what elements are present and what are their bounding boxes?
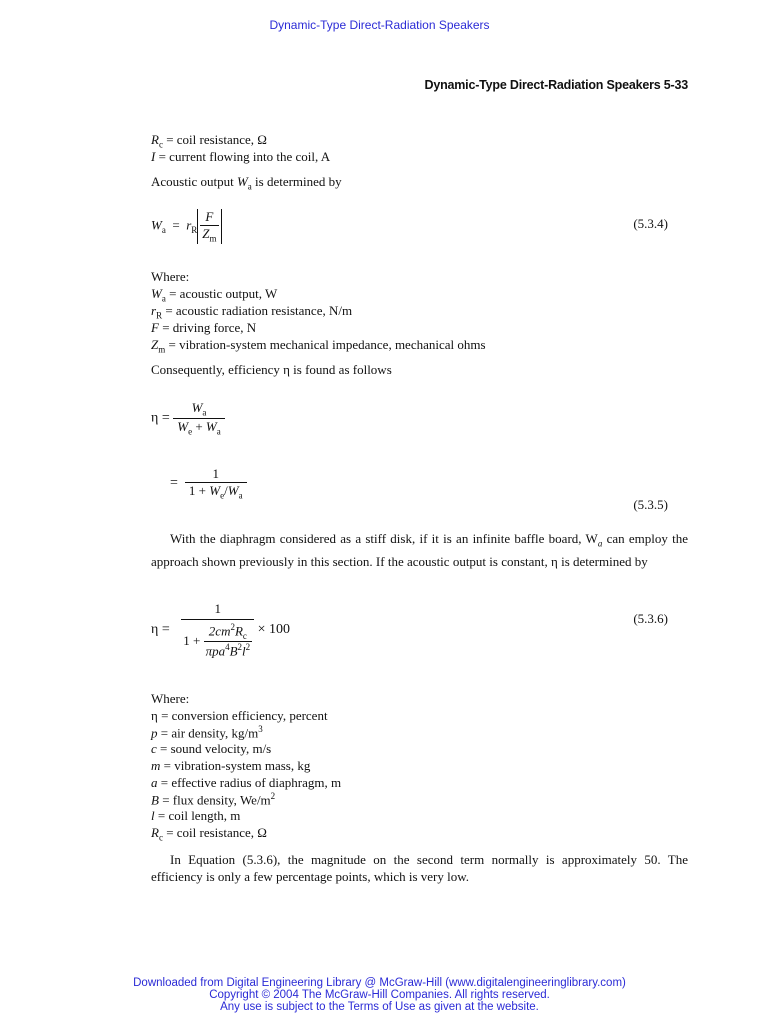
def-eta: η = conversion efficiency, percent (151, 708, 328, 723)
footer-line-2[interactable]: Copyright © 2004 The McGraw-Hill Companies. All rights reserved. (209, 989, 550, 1001)
where-label: Where: (151, 691, 190, 706)
equation-number: (5.3.6) (633, 611, 668, 626)
running-head: Dynamic-Type Direct-Radiation Speakers 5-33 (424, 78, 688, 92)
equation-5-3-6: η = 1 1 + $\frac{2cm^2R_c}{\pi pa^4B^2l^2}$ × 100 (151, 601, 291, 659)
equation-number: (5.3.5) (633, 497, 668, 512)
footer-line-3[interactable]: Any use is subject to the Terms of Use as given at the website. (220, 1001, 539, 1013)
acoustic-intro: Acoustic output $W_a$ is determined by (151, 174, 342, 192)
consequently-text: Consequently, efficiency η is found as follows (151, 362, 392, 377)
def-a: a = effective radius of diaphragm, m (151, 775, 342, 790)
equation-5-3-5b: = $\frac{1}{1 + W_e/W_a}$ (170, 466, 247, 501)
def-rc: $R_c$ = coil resistance, Ω (151, 825, 267, 843)
def-i: I = current flowing into the coil, A (151, 149, 331, 164)
def-p: p = air density, $kg/m^3$ (151, 724, 263, 741)
stiff-disk-paragraph: With the diaphragm considered as a stiff disk, if it is an infinite baffle board, $W_a$ can employ the approach shown previously in this section. If the acoustic output is constant, η is determined by (151, 531, 688, 569)
def-c: c = sound velocity, m/s (151, 741, 272, 756)
top-link[interactable]: Dynamic-Type Direct-Radiation Speakers (269, 18, 490, 32)
where-label: Where: (151, 269, 190, 284)
def-rr: $r_R$ = acoustic radiation resistance, N/m (151, 303, 353, 321)
equation-5-3-5a: η = $\frac{W_a}{W_e + W_a}$ (151, 400, 225, 436)
def-b: B = flux density, $We/m^2$ (151, 791, 276, 808)
def-wa: $W_a$ = acoustic output, W (151, 286, 278, 304)
def-f: F = driving force, N (151, 320, 257, 335)
equation-5-3-4: $W_a = r_R$ $\frac{F}{Z_m}$ (151, 209, 222, 244)
equation-number: (5.3.4) (633, 216, 668, 231)
def-l: l = coil length, m (151, 808, 241, 823)
def-zm: $Z_m$ = vibration-system mechanical impedance, mechanical ohms (151, 337, 486, 355)
def-m: m = vibration-system mass, kg (151, 758, 311, 773)
def-rc: $R_c$ = coil resistance, Ω (151, 132, 267, 150)
footer[interactable] (0, 977, 759, 1013)
final-paragraph: In Equation (5.3.6), the magnitude on the second term normally is approximately 50. The efficiency is only a few percentage points, which is very low. (151, 852, 688, 884)
footer-line-1[interactable]: Downloaded from Digital Engineering Library @ McGraw-Hill (www.digitalengineeringlibrary.com) (133, 977, 626, 989)
